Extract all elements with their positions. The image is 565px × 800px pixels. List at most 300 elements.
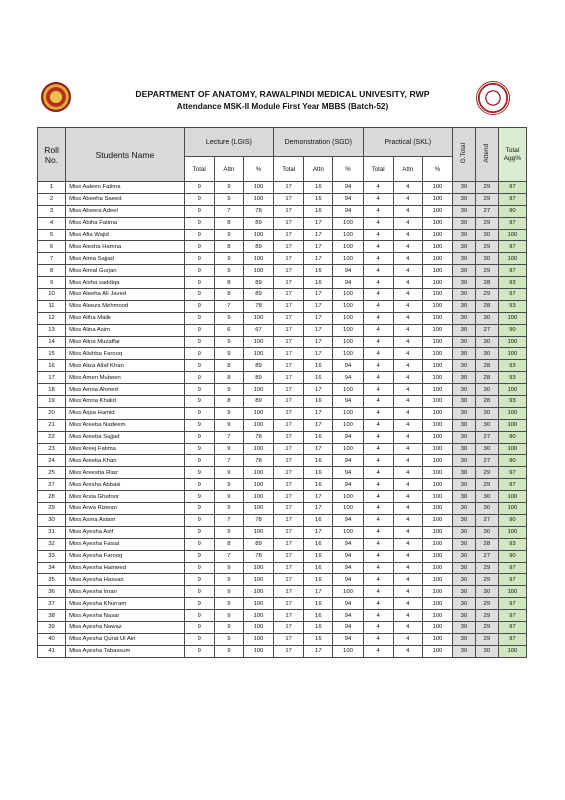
cell-lecture-attn: 9 [214, 467, 243, 479]
table-row [38, 193, 527, 205]
table-row [38, 443, 527, 455]
cell-practical-pct: 100 [422, 526, 452, 538]
cell-total-agg: 100 [498, 384, 526, 396]
cell-demo-total: 17 [274, 562, 304, 574]
cell-demo-pct: 94 [333, 455, 363, 467]
cell-lecture-total: 9 [184, 574, 214, 586]
cell-lecture-attn: 9 [214, 419, 243, 431]
cell-lecture-total: 9 [184, 598, 214, 610]
cell-practical-attn: 4 [393, 538, 422, 550]
cell-student-name: Miss Amna Khalid [66, 396, 185, 408]
cell-roll-no: 20 [38, 407, 66, 419]
cell-practical-total: 4 [363, 419, 393, 431]
cell-practical-total: 4 [363, 205, 393, 217]
table-row [38, 205, 527, 217]
cell-demo-attn: 16 [304, 610, 333, 622]
cell-demo-total: 17 [274, 193, 304, 205]
cell-demo-total: 17 [274, 419, 304, 431]
table-row [38, 514, 527, 526]
cell-practical-pct: 100 [422, 455, 452, 467]
cell-gtotal: 30 [453, 598, 476, 610]
header-gtotal [453, 128, 476, 182]
cell-lecture-total: 9 [184, 526, 214, 538]
table-row [38, 384, 527, 396]
cell-demo-attn: 16 [304, 182, 333, 194]
cell-practical-pct: 100 [422, 479, 452, 491]
cell-demo-pct: 100 [333, 407, 363, 419]
cell-demo-attn: 16 [304, 467, 333, 479]
cell-demo-total: 17 [274, 598, 304, 610]
cell-practical-pct: 100 [422, 550, 452, 562]
header-practical-attn: Attn [393, 157, 422, 182]
cell-practical-attn: 4 [393, 574, 422, 586]
cell-roll-no: 8 [38, 265, 66, 277]
cell-lecture-pct: 100 [243, 621, 273, 633]
cell-lecture-pct: 89 [243, 360, 273, 372]
cell-attend: 30 [475, 586, 498, 598]
cell-lecture-attn: 9 [214, 182, 243, 194]
cell-student-name: Miss Areesha Riaz [66, 467, 185, 479]
cell-lecture-pct: 100 [243, 193, 273, 205]
cell-attend: 28 [475, 277, 498, 289]
cell-lecture-total: 9 [184, 253, 214, 265]
cell-roll-no: 9 [38, 277, 66, 289]
cell-practical-pct: 100 [422, 360, 452, 372]
table-row [38, 372, 527, 384]
cell-practical-attn: 4 [393, 289, 422, 301]
cell-practical-total: 4 [363, 312, 393, 324]
header-demo-attn: Attn [304, 157, 333, 182]
header-lecture-total: Total [184, 157, 214, 182]
cell-practical-total: 4 [363, 348, 393, 360]
table-row [38, 455, 527, 467]
table-row [38, 562, 527, 574]
cell-practical-attn: 4 [393, 205, 422, 217]
cell-practical-total: 4 [363, 645, 393, 657]
cell-practical-total: 4 [363, 574, 393, 586]
cell-practical-pct: 100 [422, 193, 452, 205]
cell-lecture-pct: 100 [243, 336, 273, 348]
table-row [38, 396, 527, 408]
cell-practical-pct: 100 [422, 312, 452, 324]
cell-lecture-pct: 89 [243, 217, 273, 229]
cell-student-name: Miss Aisha saddiqa [66, 277, 185, 289]
cell-roll-no: 40 [38, 633, 66, 645]
cell-lecture-attn: 9 [214, 633, 243, 645]
cell-practical-pct: 100 [422, 503, 452, 515]
cell-demo-total: 17 [274, 407, 304, 419]
cell-total-agg: 97 [498, 598, 526, 610]
cell-practical-pct: 100 [422, 253, 452, 265]
cell-demo-pct: 100 [333, 336, 363, 348]
cell-lecture-attn: 9 [214, 610, 243, 622]
cell-roll-no: 14 [38, 336, 66, 348]
cell-practical-pct: 100 [422, 324, 452, 336]
cell-total-agg: 97 [498, 562, 526, 574]
cell-demo-attn: 17 [304, 419, 333, 431]
cell-lecture-total: 9 [184, 372, 214, 384]
cell-attend: 27 [475, 455, 498, 467]
cell-demo-total: 17 [274, 431, 304, 443]
cell-student-name: Miss Ayesha Hassan [66, 574, 185, 586]
cell-practical-attn: 4 [393, 491, 422, 503]
cell-student-name: Miss Abeera Adeel [66, 205, 185, 217]
cell-practical-attn: 4 [393, 300, 422, 312]
cell-practical-total: 4 [363, 526, 393, 538]
cell-lecture-total: 9 [184, 336, 214, 348]
table-row [38, 550, 527, 562]
cell-demo-pct: 94 [333, 479, 363, 491]
cell-demo-total: 17 [274, 336, 304, 348]
cell-student-name: Miss Abeeha Saeed [66, 193, 185, 205]
cell-practical-attn: 4 [393, 182, 422, 194]
cell-demo-total: 17 [274, 289, 304, 301]
cell-practical-total: 4 [363, 598, 393, 610]
cell-lecture-attn: 8 [214, 277, 243, 289]
cell-roll-no: 39 [38, 621, 66, 633]
cell-demo-pct: 94 [333, 574, 363, 586]
cell-lecture-attn: 9 [214, 336, 243, 348]
cell-demo-attn: 17 [304, 324, 333, 336]
cell-student-name: Miss Ayesha Faisal [66, 538, 185, 550]
cell-attend: 29 [475, 621, 498, 633]
cell-roll-no: 29 [38, 503, 66, 515]
cell-student-name: Miss Aimal Gurjan [66, 265, 185, 277]
cell-student-name: Miss Ayesha Nawaz [66, 621, 185, 633]
cell-demo-pct: 100 [333, 491, 363, 503]
header-demo-pct: % [333, 157, 363, 182]
cell-lecture-pct: 78 [243, 455, 273, 467]
cell-demo-pct: 94 [333, 514, 363, 526]
cell-practical-total: 4 [363, 300, 393, 312]
cell-demo-total: 17 [274, 443, 304, 455]
cell-student-name: Miss Ayesha Hameed [66, 562, 185, 574]
cell-lecture-pct: 100 [243, 491, 273, 503]
cell-demo-pct: 100 [333, 217, 363, 229]
header-lecture: Lecture (LGIS) [184, 128, 273, 157]
cell-gtotal: 30 [453, 384, 476, 396]
header-practical: Practical (SKL) [363, 128, 452, 157]
cell-practical-total: 4 [363, 586, 393, 598]
cell-attend: 29 [475, 479, 498, 491]
cell-practical-pct: 100 [422, 598, 452, 610]
cell-demo-pct: 100 [333, 300, 363, 312]
cell-lecture-total: 9 [184, 491, 214, 503]
cell-lecture-total: 9 [184, 396, 214, 408]
table-row [38, 526, 527, 538]
cell-demo-attn: 16 [304, 562, 333, 574]
cell-lecture-pct: 100 [243, 526, 273, 538]
cell-gtotal: 30 [453, 372, 476, 384]
cell-total-agg: 93 [498, 538, 526, 550]
cell-gtotal: 30 [453, 360, 476, 372]
cell-lecture-attn: 9 [214, 312, 243, 324]
cell-roll-no: 28 [38, 491, 66, 503]
table-row [38, 574, 527, 586]
cell-lecture-pct: 100 [243, 633, 273, 645]
cell-roll-no: 11 [38, 300, 66, 312]
cell-attend: 30 [475, 526, 498, 538]
cell-student-name: Miss Ayesha Nasar [66, 610, 185, 622]
cell-lecture-pct: 100 [243, 443, 273, 455]
cell-total-agg: 90 [498, 455, 526, 467]
cell-demo-attn: 17 [304, 503, 333, 515]
cell-attend: 29 [475, 241, 498, 253]
table-row [38, 621, 527, 633]
cell-demo-total: 17 [274, 265, 304, 277]
cell-lecture-pct: 100 [243, 407, 273, 419]
cell-student-name: Miss Aiesha Hamna [66, 241, 185, 253]
cell-practical-pct: 100 [422, 336, 452, 348]
cell-lecture-attn: 8 [214, 360, 243, 372]
cell-attend: 27 [475, 324, 498, 336]
cell-lecture-pct: 100 [243, 562, 273, 574]
cell-student-name: Miss Aleeha Ali Javed [66, 289, 185, 301]
cell-total-agg: 97 [498, 182, 526, 194]
cell-total-agg: 97 [498, 193, 526, 205]
cell-lecture-total: 9 [184, 633, 214, 645]
cell-attend: 29 [475, 182, 498, 194]
cell-attend: 29 [475, 265, 498, 277]
cell-practical-pct: 100 [422, 467, 452, 479]
cell-practical-attn: 4 [393, 372, 422, 384]
cell-gtotal: 30 [453, 182, 476, 194]
cell-practical-attn: 4 [393, 514, 422, 526]
cell-roll-no: 24 [38, 455, 66, 467]
cell-student-name: Miss Areeba Nadeem [66, 419, 185, 431]
cell-practical-pct: 100 [422, 384, 452, 396]
cell-lecture-pct: 100 [243, 348, 273, 360]
table-row [38, 645, 527, 657]
cell-roll-no: 16 [38, 360, 66, 372]
cell-gtotal: 30 [453, 550, 476, 562]
cell-lecture-pct: 78 [243, 550, 273, 562]
header-lecture-pct: % [243, 157, 273, 182]
table-row [38, 289, 527, 301]
cell-roll-no: 4 [38, 217, 66, 229]
cell-total-agg: 90 [498, 324, 526, 336]
cell-lecture-pct: 89 [243, 538, 273, 550]
cell-total-agg: 100 [498, 407, 526, 419]
cell-lecture-attn: 8 [214, 289, 243, 301]
cell-gtotal: 30 [453, 514, 476, 526]
cell-demo-attn: 16 [304, 265, 333, 277]
cell-roll-no: 30 [38, 514, 66, 526]
cell-lecture-total: 9 [184, 277, 214, 289]
cell-total-agg: 100 [498, 253, 526, 265]
table-row [38, 229, 527, 241]
cell-total-agg: 93 [498, 360, 526, 372]
cell-student-name: Miss Alishba Farooq [66, 348, 185, 360]
cell-attend: 30 [475, 348, 498, 360]
cell-student-name: Miss Areej Fatima [66, 443, 185, 455]
cell-gtotal: 30 [453, 193, 476, 205]
cell-demo-pct: 94 [333, 621, 363, 633]
cell-lecture-attn: 7 [214, 514, 243, 526]
header-gtotal-label: G.Total [460, 143, 468, 164]
cell-lecture-total: 9 [184, 419, 214, 431]
cell-demo-pct: 94 [333, 396, 363, 408]
cell-demo-total: 17 [274, 396, 304, 408]
cell-demo-attn: 16 [304, 574, 333, 586]
cell-practical-pct: 100 [422, 621, 452, 633]
cell-demo-total: 17 [274, 324, 304, 336]
cell-student-name: Miss Arsla Ghafoor [66, 491, 185, 503]
cell-demo-total: 17 [274, 217, 304, 229]
cell-gtotal: 30 [453, 467, 476, 479]
table-row [38, 431, 527, 443]
cell-roll-no: 2 [38, 193, 66, 205]
cell-total-agg: 90 [498, 431, 526, 443]
cell-practical-attn: 4 [393, 324, 422, 336]
cell-lecture-total: 9 [184, 229, 214, 241]
attendance-table-body [38, 182, 527, 658]
cell-demo-total: 17 [274, 503, 304, 515]
cell-practical-attn: 4 [393, 312, 422, 324]
cell-lecture-pct: 67 [243, 324, 273, 336]
cell-student-name: Miss Alina Asim [66, 324, 185, 336]
cell-roll-no: 27 [38, 479, 66, 491]
table-row [38, 419, 527, 431]
cell-attend: 30 [475, 419, 498, 431]
cell-gtotal: 30 [453, 574, 476, 586]
cell-demo-total: 17 [274, 610, 304, 622]
cell-demo-attn: 16 [304, 550, 333, 562]
cell-gtotal: 30 [453, 312, 476, 324]
cell-practical-pct: 100 [422, 182, 452, 194]
header-practical-pct: % [422, 157, 452, 182]
cell-demo-attn: 17 [304, 348, 333, 360]
cell-lecture-attn: 9 [214, 265, 243, 277]
cell-roll-no: 38 [38, 610, 66, 622]
cell-demo-attn: 17 [304, 241, 333, 253]
cell-lecture-pct: 100 [243, 586, 273, 598]
header-students-name: Students Name [66, 128, 185, 182]
cell-demo-pct: 94 [333, 467, 363, 479]
cell-lecture-attn: 8 [214, 396, 243, 408]
cell-practical-pct: 100 [422, 300, 452, 312]
cell-practical-pct: 100 [422, 431, 452, 443]
cell-roll-no: 23 [38, 443, 66, 455]
cell-lecture-attn: 8 [214, 217, 243, 229]
cell-practical-total: 4 [363, 431, 393, 443]
header-roll-no: Roll No. [38, 128, 66, 182]
cell-demo-total: 17 [274, 467, 304, 479]
cell-lecture-pct: 100 [243, 265, 273, 277]
cell-lecture-total: 9 [184, 384, 214, 396]
cell-lecture-total: 9 [184, 360, 214, 372]
cell-lecture-total: 9 [184, 503, 214, 515]
cell-demo-attn: 17 [304, 645, 333, 657]
cell-attend: 30 [475, 503, 498, 515]
cell-attend: 29 [475, 562, 498, 574]
cell-practical-attn: 4 [393, 253, 422, 265]
cell-attend: 30 [475, 384, 498, 396]
cell-demo-total: 17 [274, 491, 304, 503]
cell-gtotal: 30 [453, 407, 476, 419]
header-lecture-attn: Attn [214, 157, 243, 182]
table-row [38, 467, 527, 479]
cell-gtotal: 30 [453, 633, 476, 645]
cell-demo-attn: 17 [304, 491, 333, 503]
cell-practical-total: 4 [363, 467, 393, 479]
cell-practical-attn: 4 [393, 241, 422, 253]
cell-practical-attn: 4 [393, 503, 422, 515]
cell-practical-attn: 4 [393, 586, 422, 598]
cell-practical-total: 4 [363, 550, 393, 562]
cell-roll-no: 17 [38, 372, 66, 384]
cell-roll-no: 35 [38, 574, 66, 586]
cell-lecture-pct: 100 [243, 503, 273, 515]
cell-gtotal: 30 [453, 455, 476, 467]
table-row [38, 633, 527, 645]
cell-practical-total: 4 [363, 621, 393, 633]
cell-practical-attn: 4 [393, 645, 422, 657]
cell-roll-no: 10 [38, 289, 66, 301]
table-row [38, 407, 527, 419]
cell-demo-attn: 16 [304, 277, 333, 289]
cell-gtotal: 30 [453, 241, 476, 253]
cell-demo-total: 17 [274, 538, 304, 550]
cell-lecture-attn: 9 [214, 348, 243, 360]
cell-lecture-pct: 89 [243, 372, 273, 384]
cell-practical-total: 4 [363, 324, 393, 336]
cell-attend: 30 [475, 407, 498, 419]
table-row [38, 253, 527, 265]
cell-practical-attn: 4 [393, 621, 422, 633]
cell-gtotal: 30 [453, 336, 476, 348]
cell-attend: 29 [475, 574, 498, 586]
cell-total-agg: 90 [498, 514, 526, 526]
cell-demo-attn: 16 [304, 372, 333, 384]
cell-total-agg: 100 [498, 443, 526, 455]
cell-roll-no: 32 [38, 538, 66, 550]
cell-practical-total: 4 [363, 396, 393, 408]
cell-demo-pct: 100 [333, 312, 363, 324]
cell-practical-total: 4 [363, 491, 393, 503]
cell-demo-pct: 100 [333, 419, 363, 431]
cell-attend: 27 [475, 514, 498, 526]
cell-student-name: Miss Ayesha Tabassum [66, 645, 185, 657]
cell-lecture-total: 9 [184, 217, 214, 229]
header-total-agg: Total Agg% [498, 128, 526, 182]
cell-gtotal: 30 [453, 265, 476, 277]
cell-lecture-total: 9 [184, 312, 214, 324]
cell-demo-pct: 100 [333, 645, 363, 657]
table-row [38, 586, 527, 598]
cell-lecture-pct: 89 [243, 241, 273, 253]
cell-practical-attn: 4 [393, 384, 422, 396]
cell-lecture-total: 9 [184, 300, 214, 312]
cell-lecture-pct: 78 [243, 514, 273, 526]
header-demonstration: Demonstration (SGD) [274, 128, 363, 157]
cell-demo-pct: 94 [333, 562, 363, 574]
table-row [38, 479, 527, 491]
cell-lecture-total: 9 [184, 610, 214, 622]
cell-demo-attn: 16 [304, 633, 333, 645]
cell-student-name: Miss Ayesha Asif [66, 526, 185, 538]
cell-lecture-pct: 100 [243, 610, 273, 622]
cell-lecture-attn: 7 [214, 455, 243, 467]
cell-demo-total: 17 [274, 550, 304, 562]
cell-roll-no: 37 [38, 598, 66, 610]
cell-practical-total: 4 [363, 514, 393, 526]
cell-demo-pct: 100 [333, 526, 363, 538]
cell-roll-no: 18 [38, 384, 66, 396]
cell-attend: 28 [475, 300, 498, 312]
cell-student-name: Miss Areeka Khan [66, 455, 185, 467]
cell-attend: 27 [475, 205, 498, 217]
